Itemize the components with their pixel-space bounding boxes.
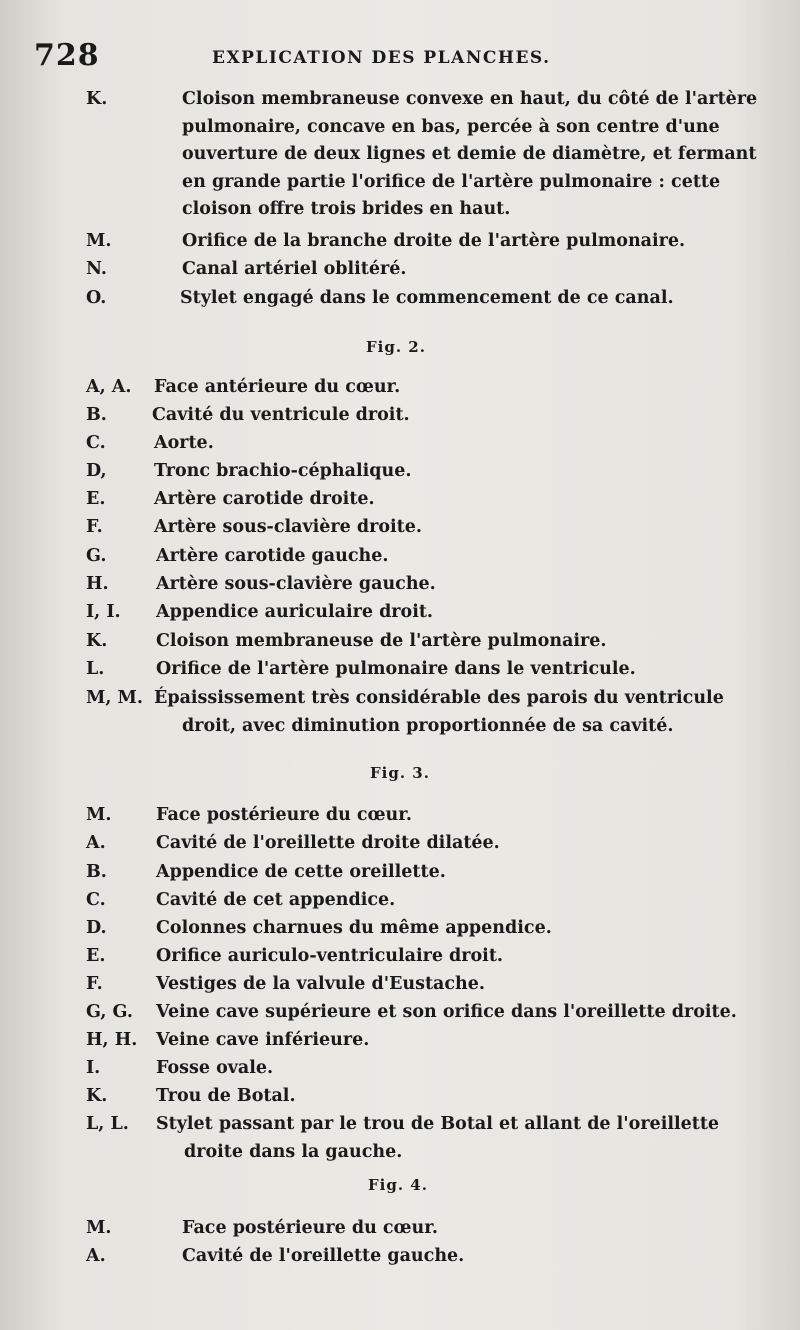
entry-text: Cavité de l'oreillette droite dilatée. (156, 833, 500, 853)
entry-label: A. (86, 833, 106, 853)
entry-label: D. (86, 918, 107, 938)
entry-label: C. (86, 433, 106, 453)
legend-entry (86, 859, 766, 887)
entry-label: M. (86, 231, 112, 251)
entry-text: Cavité de cet appendice. (156, 890, 396, 910)
entry-text: Cavité de l'oreillette gauche. (182, 1246, 465, 1266)
entry-text: Épaississement très considérable des parois du ventricule droit, avec diminution proportionnée de sa cavité. (154, 688, 724, 736)
entry-label: I. (86, 1058, 101, 1078)
legend-entry (86, 1111, 776, 1167)
legend-entry (86, 486, 766, 514)
entry-label: G. (86, 546, 107, 566)
entry-text: Artère sous-clavière gauche. (156, 574, 436, 594)
entry-label: A, A. (86, 377, 132, 397)
entry-label: B. (86, 862, 107, 882)
legend-entry (86, 1243, 766, 1271)
entry-label: H, H. (86, 1030, 138, 1050)
entry-label: M. (86, 1218, 112, 1238)
legend-entry (86, 1215, 766, 1243)
legend-entry (86, 628, 766, 656)
entry-label: B. (86, 405, 107, 425)
legend-entry (86, 402, 766, 430)
legend-entry (86, 256, 766, 284)
legend-entry (86, 285, 766, 313)
legend-entry (86, 374, 766, 402)
entry-label: D, (86, 461, 107, 481)
entry-label: K. (86, 89, 108, 109)
entry-text: Colonnes charnues du même appendice. (156, 918, 552, 938)
page-number: 728 (34, 38, 100, 73)
entry-text: Cloison membraneuse de l'artère pulmonaire. (156, 631, 607, 651)
entry-text: Stylet engagé dans le commencement de ce canal. (180, 288, 674, 308)
legend-entry (86, 514, 766, 542)
entry-text: Veine cave supérieure et son orifice dans l'oreillette droite. (156, 1002, 737, 1022)
entry-text: Artère carotide gauche. (156, 546, 389, 566)
entry-label: H. (86, 574, 109, 594)
entry-text: Artère carotide droite. (154, 489, 375, 509)
legend-entry (86, 971, 766, 999)
entry-label: O. (86, 288, 107, 308)
entry-label: G, G. (86, 1002, 133, 1022)
entry-label: M. (86, 805, 112, 825)
legend-entry (86, 802, 766, 830)
legend-entry (86, 943, 766, 971)
entry-text: Trou de Botal. (156, 1086, 296, 1106)
entry-text: Face antérieure du cœur. (154, 377, 401, 397)
legend-entry (86, 228, 766, 256)
entry-text: Appendice auriculaire droit. (156, 602, 434, 622)
legend-entry (86, 656, 766, 684)
legend-entry (86, 571, 766, 599)
entry-text: Orifice de l'artère pulmonaire dans le ventricule. (156, 659, 636, 679)
entry-text: Canal artériel oblitéré. (182, 259, 407, 279)
running-title: EXPLICATION DES PLANCHES. (212, 48, 551, 68)
entry-text: Appendice de cette oreillette. (156, 862, 446, 882)
entry-label: E. (86, 489, 106, 509)
legend-entry (86, 915, 766, 943)
legend-entry (86, 543, 766, 571)
entry-label: F. (86, 974, 103, 994)
entry-text: Vestiges de la valvule d'Eustache. (156, 974, 486, 994)
entry-label: E. (86, 946, 106, 966)
entry-label: N. (86, 259, 107, 279)
entry-label: F. (86, 517, 103, 537)
entry-text: Face postérieure du cœur. (182, 1218, 438, 1238)
legend-entry (86, 458, 766, 486)
fig-2-heading: Fig. 2. (366, 338, 426, 356)
entry-text: Cavité du ventricule droit. (152, 405, 410, 425)
legend-entry (86, 599, 766, 627)
entry-label: C. (86, 890, 106, 910)
legend-entry (86, 1027, 766, 1055)
entry-text: Face postérieure du cœur. (156, 805, 412, 825)
entry-label: I, I. (86, 602, 121, 622)
entry-text: Cloison membraneuse convexe en haut, du côté de l'artère pulmonaire, concave en bas, percée à son centre d'une ouverture de deux lignes et demie de diamètre, et fermant en grande partie l'orifice de l'artère pulmonaire : cette cloison offre trois brides en haut. (182, 89, 758, 219)
entry-text: Orifice de la branche droite de l'artère pulmonaire. (182, 231, 686, 251)
legend-entry (86, 887, 766, 915)
legend-entry (86, 1055, 766, 1083)
fig-4-heading: Fig. 4. (368, 1176, 428, 1194)
entry-label: A. (86, 1246, 106, 1266)
legend-entry (86, 685, 776, 741)
entry-text: Orifice auriculo-ventriculaire droit. (156, 946, 504, 966)
entry-text: Aorte. (154, 433, 214, 453)
entry-text: Artère sous-clavière droite. (154, 517, 422, 537)
entry-label: K. (86, 631, 108, 651)
fig-3-heading: Fig. 3. (370, 764, 430, 782)
entry-text: Stylet passant par le trou de Botal et allant de l'oreillette droite dans la gauche. (156, 1114, 720, 1162)
entry-text: Veine cave inférieure. (156, 1030, 370, 1050)
legend-entry (86, 86, 766, 226)
entry-text: Fosse ovale. (156, 1058, 274, 1078)
entry-label: L, L. (86, 1114, 129, 1134)
entry-label: K. (86, 1086, 108, 1106)
legend-entry (86, 830, 766, 858)
entry-text: Tronc brachio-céphalique. (154, 461, 412, 481)
legend-entry (86, 430, 766, 458)
legend-entry (86, 999, 776, 1027)
legend-entry (86, 1083, 766, 1111)
entry-label: L. (86, 659, 105, 679)
entry-label: M, M. (86, 688, 144, 708)
